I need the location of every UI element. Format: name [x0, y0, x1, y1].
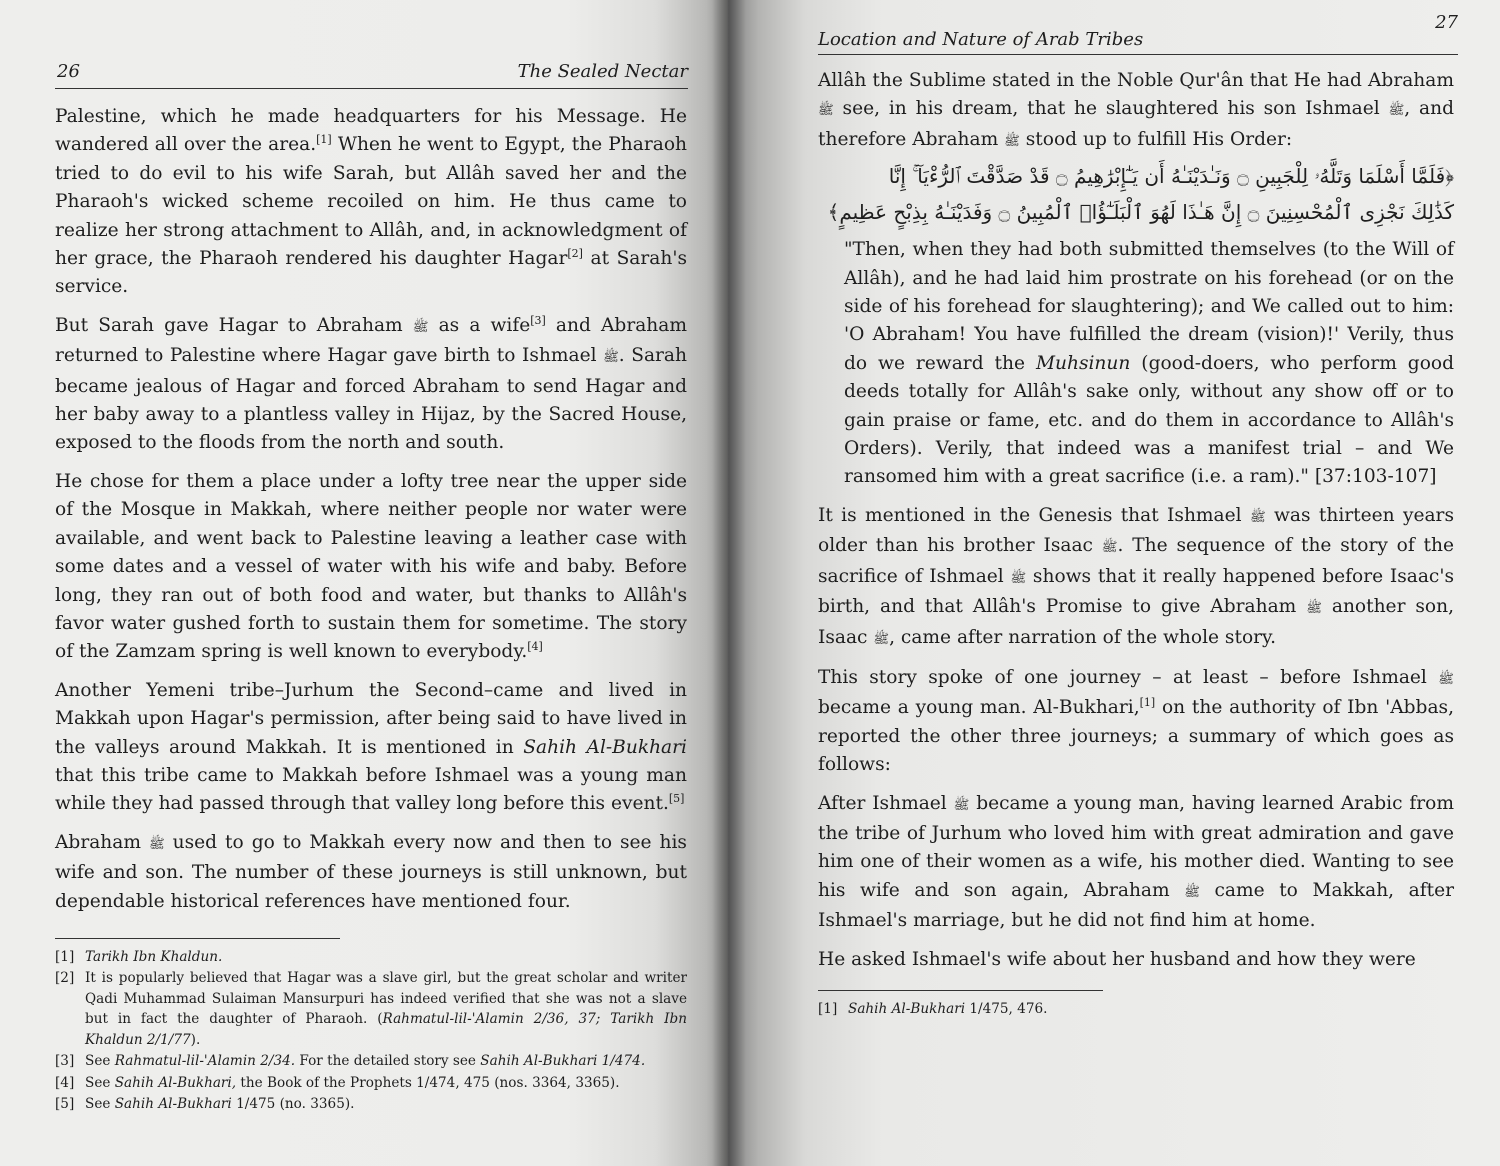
running-title: The Sealed Nectar	[517, 61, 688, 82]
paragraph	[55, 468, 687, 667]
text-run: ).	[190, 1031, 201, 1048]
footnote-marker: [5]	[668, 792, 685, 806]
text-run: on the authority of Ibn 'Abbas, reported the other three journeys; a summary of which goes as follows:	[818, 697, 1454, 776]
footnote-marker: [1]	[316, 133, 332, 147]
text-run: After Ishmael	[818, 792, 954, 814]
footnote-number: [1]	[55, 948, 75, 965]
text-run: and Abraham returned to Palestine where Hagar gave birth to Ishmael	[55, 314, 687, 367]
text-run: (good-doers, who perform good deeds totally for Allâh's sake only, without any show off or to gain praise or fame, etc. and do them in accordance to Allâh's Orders). Verily, that indeed was a manifest trial – and We ransomed him with a great sacrifice (i.e. a ram)." [37:103-107]	[844, 352, 1454, 488]
honorific-glyph: ﷺ	[1249, 509, 1266, 525]
footnote-number: [3]	[55, 1053, 75, 1070]
footnote	[818, 999, 1418, 1020]
text-run: When he went to Egypt, the Pharaoh tried to do evil to his wife Sarah, but Allâh saved her and the Pharaoh's wicked scheme recoiled on him. He thus came to realize her strong attachment to Allâh, and, in acknowledgment of her grace, the Pharaoh rendered his daughter Hagar	[55, 134, 688, 270]
paragraph	[55, 103, 687, 302]
footnote-number: [5]	[55, 1096, 75, 1113]
paragraph	[818, 946, 1454, 974]
text-run: See	[85, 1096, 115, 1113]
text-run: that this tribe came to Makkah before Ishmael was a young man while they had passed through that valley long before this event.	[55, 764, 687, 815]
text-run: "Then, when they had both submitted themselves (to the Will of Allâh), and he had laid him prostrate on his forehead (or on the side of his forehead for slaughtering); and We called out to him: 'O Abraham! You have fulfilled the dream (vision)!' Verily, thus do we reward the	[844, 239, 1454, 374]
honorific-glyph: ﷺ	[818, 103, 834, 119]
verse-translation	[818, 236, 1454, 492]
right-page	[728, 0, 1500, 1166]
page-number: 27	[1435, 12, 1458, 33]
text-run: 1/475 (no. 3365).	[231, 1096, 355, 1113]
text-run: , came after narration of the whole story.	[889, 626, 1276, 648]
book-gutter	[712, 0, 746, 1166]
text-run: But Sarah gave Hagar to Abraham	[55, 314, 413, 336]
footnote-marker: [4]	[527, 640, 543, 654]
italic-text: Tarikh Ibn Khaldun.	[85, 948, 223, 965]
footnotes	[818, 999, 1418, 1020]
footnote-text	[848, 999, 1418, 1020]
paragraph	[55, 312, 687, 458]
text-run: the Book of the Prophets 1/474, 475 (nos. 3364, 3365).	[236, 1074, 620, 1091]
text-run: See	[85, 1053, 115, 1070]
italic-text: Sahih Al-Bukhari	[523, 736, 687, 758]
text-run: stood up to fulfill His Order:	[1019, 128, 1293, 150]
text-run: came to Makkah, after Ishmael's marriage, but he did not find him at home.	[818, 879, 1454, 932]
footnote-text	[85, 968, 687, 1050]
footnote-text	[85, 1073, 687, 1094]
footnote-marker: [1]	[1139, 696, 1156, 710]
text-run: Palestine, which he made headquarters for his Message. He wandered all over the area.	[55, 106, 687, 156]
paragraph	[818, 664, 1454, 780]
footnote-rule	[818, 990, 1103, 991]
italic-text: Rahmatul-lil-'Alamin 2/36, 37; Tarikh Ibn Khaldun 2/1/77	[85, 1011, 688, 1048]
running-title: Location and Nature of Arab Tribes	[818, 29, 1144, 50]
text-run: , and therefore Abraham	[818, 98, 1454, 150]
text-run: another son, Isaac	[818, 596, 1454, 648]
footnote-number: [4]	[55, 1074, 75, 1091]
text-run: became a young man. Al-Bukhari,	[818, 697, 1140, 719]
honorific-glyph: ﷺ	[1306, 601, 1322, 617]
text-run: Abraham	[55, 831, 149, 853]
text-run: at Sarah's service.	[55, 248, 687, 298]
honorific-glyph: ﷺ	[1101, 540, 1118, 556]
footnote-marker: [3]	[530, 313, 546, 327]
footnote	[55, 947, 687, 968]
right-body	[818, 67, 1454, 974]
honorific-glyph: ﷺ	[1438, 671, 1454, 687]
text-run: Allâh the Sublime stated in the Noble Qur'ân that He had Abraham	[818, 70, 1454, 91]
left-page-header	[55, 48, 688, 89]
paragraph	[818, 67, 1454, 156]
honorific-glyph: ﷺ	[412, 319, 429, 335]
honorific-glyph: ﷺ	[148, 836, 165, 852]
left-page	[0, 0, 728, 1166]
honorific-glyph: ﷺ	[1388, 103, 1405, 119]
footnotes	[55, 947, 687, 1115]
italic-text: Sahih Al-Bukhari,	[114, 1074, 237, 1091]
footnote-rule	[55, 938, 340, 939]
text-run: became a young man, having learned Arabic from the tribe of Jurhum who loved him with great admiration and gave him one of their women as a wife, his mother died. Wanting to see his wife and son again, Abraham	[818, 792, 1454, 901]
text-run: It is mentioned in the Genesis that Ishmael	[818, 504, 1250, 526]
left-body	[55, 103, 687, 916]
italic-text: Sahih Al-Bukhari 1/474.	[480, 1053, 646, 1070]
arabic-line: ﴿فَلَمَّا أَسْلَمَا وَتَلَّهُۥ لِلْجَبِينِ ۝ وَنَـٰدَيْنَـٰهُ أَن يَـٰٓإِبْرَٰهِيمُ ۝ قَدْ صَدَّقْتَ ٱلرُّءْيَآ ۚ إِنَّا	[888, 164, 1454, 189]
paragraph	[818, 790, 1454, 936]
text-run: used to go to Makkah every now and then to see his wife and son. The number of these journeys is still unknown, but dependable historical references have mentioned four.	[55, 831, 687, 912]
footnote-number: [2]	[55, 970, 75, 987]
honorific-glyph: ﷺ	[953, 797, 970, 813]
page-number: 26	[57, 61, 80, 82]
text-run: shows that it really happened before Isaac's birth, and that Allâh's Promise to give Abraham	[818, 565, 1454, 618]
italic-text: Sahih Al-Bukhari	[848, 1000, 966, 1017]
footnote	[55, 1051, 687, 1072]
honorific-glyph: ﷺ	[873, 631, 890, 647]
paragraph	[55, 829, 687, 916]
honorific-glyph: ﷺ	[1010, 570, 1027, 586]
italic-text: Sahih Al-Bukhari	[114, 1096, 232, 1113]
italic-text: Muhsinun	[1035, 352, 1131, 374]
footnote-marker: [2]	[567, 246, 583, 260]
text-run: For the detailed story see	[295, 1053, 481, 1070]
footnote	[55, 968, 687, 1050]
quran-verse-arabic	[818, 158, 1454, 230]
footnote	[55, 1094, 687, 1115]
honorific-glyph: ﷺ	[1004, 133, 1020, 149]
text-run: Another Yemeni tribe–Jurhum the Second–came and lived in Makkah upon Hagar's permission, after being said to have lived in the valleys around Makkah. It is mentioned in	[55, 679, 687, 758]
footnote-text	[85, 1051, 687, 1072]
right-page-header	[818, 10, 1458, 55]
text-run: He asked Ishmael's wife about her husband and how they were	[818, 948, 1416, 970]
footnote-number: [1]	[818, 1000, 838, 1017]
text-run: It is popularly believed that Hagar was a slave girl, but the great scholar and writer Qadi Muhammad Sulaiman Mansurpuri has indeed verified that she was not a slave but in fact the daughter of Pharaoh. (	[85, 970, 687, 1028]
text-run: See	[85, 1074, 115, 1091]
text-run: 1/475, 476.	[965, 1000, 1048, 1017]
italic-text: Rahmatul-lil-'Alamin 2/34.	[114, 1053, 296, 1070]
honorific-glyph: ﷺ	[603, 350, 619, 366]
text-run: . The sequence of the story of the sacrifice of Ishmael	[818, 535, 1454, 587]
arabic-line: كَذَٰلِكَ نَجْزِى ٱلْمُحْسِنِينَ ۝ إِنَّ هَـٰذَا لَهُوَ ٱلْبَلَـٰٓؤُا۟ ٱلْمُبِينُ ۝ وَفَدَيْنَـٰهُ بِذِبْحٍ عَظِيمٍ﴾	[827, 200, 1454, 225]
footnote-text	[85, 1094, 687, 1115]
text-run: see, in his dream, that he slaughtered his son Ishmael	[833, 98, 1389, 120]
footnote-text	[85, 947, 687, 968]
text-run: He chose for them a place under a lofty tree near the upper side of the Mosque in Makkah, where neither people nor water were available, and went back to Palestine leaving a leather case with some dates and a vessel of water with his wife and baby. Before long, they ran out of both food and water, but thanks to Allâh's favor water gushed forth to sustain them for sometime. The story of the Zamzam spring is well known to everybody.	[55, 470, 687, 663]
text-run: . Sarah became jealous of Hagar and forced Abraham to send Hagar and her baby away to a plantless valley in Hijaz, by the Sacred House, exposed to the floods from the north and south.	[55, 345, 687, 454]
text-run: This story spoke of one journey – at least – before Ishmael	[818, 666, 1439, 688]
text-run: was thirteen years older than his brother Isaac	[818, 504, 1454, 557]
text-run: as a wife	[428, 314, 531, 336]
paragraph	[55, 677, 687, 819]
paragraph	[818, 502, 1454, 654]
honorific-glyph: ﷺ	[1184, 884, 1200, 900]
footnote	[55, 1073, 687, 1094]
